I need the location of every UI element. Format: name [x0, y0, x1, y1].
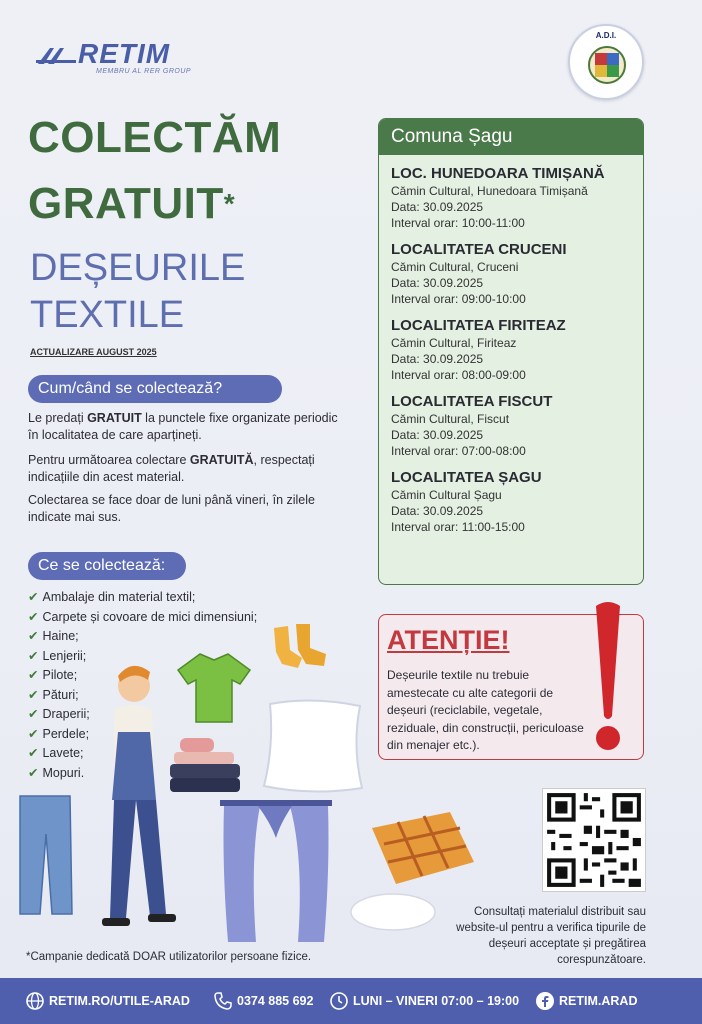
location-interval: Interval orar: 07:00-08:00	[391, 444, 526, 458]
location-entry	[379, 469, 643, 535]
location-entry	[379, 317, 643, 383]
exclamation-icon	[586, 598, 630, 758]
footer-facebook-label: RETIM.ARAD	[559, 994, 638, 1008]
check-icon: ✔	[28, 609, 39, 624]
campaign-note: *Campanie dedicată DOAR utilizatorilor persoane fizice.	[26, 951, 312, 963]
locations-title: Comuna Șagu	[379, 119, 643, 155]
location-venue: Cămin Cultural, Hunedoara Timișană	[391, 184, 588, 198]
attention-title: ATENȚIE!	[387, 625, 510, 655]
qr-code-icon	[542, 788, 646, 892]
check-icon: ✔	[28, 648, 39, 663]
footer-facebook[interactable]	[536, 978, 637, 1024]
adi-seal	[568, 24, 644, 100]
list-item	[28, 627, 257, 647]
footer-bar	[0, 978, 702, 1024]
footer-website[interactable]	[26, 978, 190, 1024]
footer-hours	[330, 978, 519, 1024]
facebook-icon	[536, 992, 554, 1010]
headline-line2	[28, 179, 236, 228]
how-p2-post: , respectați indicațiile din acest material.	[28, 453, 315, 484]
jeans-icon	[16, 794, 74, 916]
folded-clothes-icon	[168, 734, 244, 796]
location-venue: Cămin Cultural, Cruceni	[391, 260, 519, 274]
footer-hours-label: LUNI – VINERI 07:00 – 19:00	[353, 994, 520, 1008]
headline-asterisk: *	[223, 188, 236, 219]
list-item-label: Pilote;	[42, 668, 78, 682]
what-title: Ce se colectează:	[28, 552, 186, 580]
location-name: LOCALITATEA FISCUT	[391, 393, 553, 410]
headline-line4: TEXTILE	[30, 294, 185, 336]
location-date: Data: 30.09.2025	[391, 200, 484, 214]
location-entry	[379, 241, 643, 307]
pillow-icon	[256, 696, 368, 796]
location-name: LOCALITATEA ȘAGU	[391, 469, 542, 486]
location-interval: Interval orar: 09:00-10:00	[391, 292, 526, 306]
headline-line1: COLECTĂM	[28, 113, 282, 162]
location-venue: Cămin Cultural, Firiteaz	[391, 336, 517, 350]
how-paragraph-1	[28, 410, 338, 444]
location-date: Data: 30.09.2025	[391, 504, 484, 518]
curtains-icon	[220, 798, 332, 944]
list-item-label: Haine;	[42, 629, 79, 643]
qr-note: Consultați materialul distribuit sau website-ul pentru a verifica tipurile de deșeuri acceptate și pregătirea corespunzătoare.	[456, 906, 646, 966]
list-item-label: Mopuri.	[42, 765, 85, 780]
location-interval: Interval orar: 10:00-11:00	[391, 216, 525, 230]
list-item	[28, 588, 257, 608]
footer-website-label: RETIM.RO/UTILE-ARAD	[49, 994, 190, 1008]
footer-phone[interactable]	[214, 978, 313, 1024]
how-p2-pre: Pentru următoarea colectare	[28, 453, 190, 467]
check-icon: ✔	[28, 590, 39, 604]
how-paragraph-2	[28, 452, 338, 486]
how-paragraph-3: Colectarea se face doar de luni până vineri, în zilele indicate mai sus.	[28, 493, 315, 524]
check-icon: ✔	[28, 765, 39, 780]
location-venue: Cămin Cultural, Fiscut	[391, 412, 510, 426]
how-p2-bold: GRATUITĂ	[189, 453, 254, 467]
location-date: Data: 30.09.2025	[391, 276, 484, 290]
location-date: Data: 30.09.2025	[391, 352, 484, 366]
location-date: Data: 30.09.2025	[391, 428, 484, 442]
location-entry	[379, 393, 643, 459]
check-icon: ✔	[28, 726, 39, 741]
how-p1-post: la punctele fixe organizate periodic în localitatea de care aparțineți.	[28, 411, 338, 442]
headline-gratuit: GRATUIT	[28, 179, 224, 228]
update-note: ACTUALIZARE AUGUST 2025	[30, 347, 157, 357]
logo-subtitle: MEMBRU AL RER GROUP	[96, 68, 192, 75]
logo-text: RETIM	[78, 38, 171, 69]
how-p1-pre: Le predați	[28, 411, 88, 425]
location-interval: Interval orar: 08:00-09:00	[391, 368, 526, 382]
attention-text: Deșeurile textile nu trebuie amestecate cu alte categorii de deșeuri (reciclabile, vegetale, reziduale, din construcții, periculoase din menajer etc.).	[387, 668, 584, 752]
list-item-label: Perdele;	[42, 726, 90, 741]
location-name: LOCALITATEA FIRITEAZ	[391, 317, 566, 334]
location-name: LOC. HUNEDOARA TIMIȘANĂ	[391, 165, 605, 182]
clock-icon	[330, 992, 348, 1010]
seal-label: A.D.I.	[595, 31, 617, 40]
globe-icon	[26, 992, 44, 1010]
check-icon: ✔	[28, 707, 39, 721]
seal-emblem-icon	[588, 46, 626, 84]
check-icon: ✔	[28, 629, 39, 643]
retim-logo-mark-icon	[36, 44, 80, 66]
check-icon: ✔	[28, 687, 39, 702]
headline-line3: DEȘEURILE	[30, 247, 246, 289]
retim-logo	[36, 40, 196, 80]
location-venue: Cămin Cultural Șagu	[391, 488, 502, 502]
location-interval: Interval orar: 11:00-15:00	[391, 520, 525, 534]
footer-phone-label: 0374 885 692	[237, 994, 314, 1008]
socks-icon	[266, 620, 332, 674]
how-title: Cum/când se colectează?	[28, 375, 282, 403]
check-icon: ✔	[28, 746, 39, 760]
location-name: LOCALITATEA CRUCENI	[391, 241, 567, 258]
small-pillow-icon	[348, 888, 438, 934]
location-entry	[379, 165, 643, 231]
blanket-icon	[366, 806, 478, 888]
list-item-label: Lavete;	[42, 746, 84, 760]
phone-icon	[214, 992, 232, 1010]
locations-box	[378, 118, 644, 585]
list-item-label: Ambalaje din material textil;	[42, 590, 196, 604]
list-item-label: Lenjerii;	[42, 648, 87, 663]
list-item-label: Draperii;	[42, 707, 90, 721]
list-item-label: Pături;	[42, 687, 79, 702]
how-p1-bold: GRATUIT	[87, 411, 142, 425]
list-item	[28, 608, 257, 628]
check-icon: ✔	[28, 668, 39, 682]
list-item-label: Carpete și covoare de mici dimensiuni;	[42, 609, 258, 624]
